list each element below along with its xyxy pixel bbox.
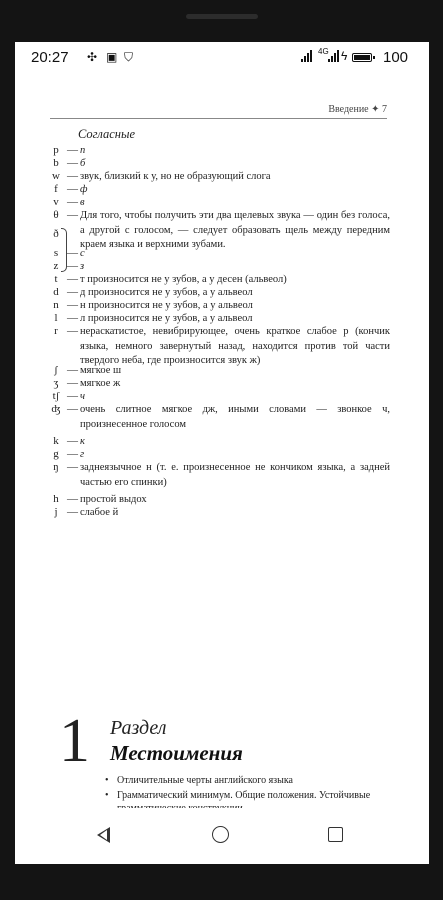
dash-separator: — <box>67 364 78 376</box>
dash-separator: — <box>67 312 78 324</box>
phonetic-symbol: s <box>53 247 59 259</box>
network-type: 4G <box>318 47 329 56</box>
dash-separator: — <box>67 403 78 415</box>
chapter-title: Местоимения <box>110 741 243 765</box>
shield-icon: ⛉ <box>124 50 134 64</box>
phonetic-symbol: j <box>54 506 58 518</box>
consonant-description: звук, близкий к у, но не образующий слога <box>80 171 271 182</box>
image-icon: ▣ <box>106 50 118 64</box>
phonetic-symbol: v <box>53 196 59 208</box>
consonant-description: т произносится не у зубов, а у десен (альвеол) <box>80 274 287 285</box>
status-time: 20:27 <box>31 49 69 66</box>
dash-separator: — <box>67 286 78 298</box>
consonant-description: з <box>80 261 85 272</box>
phonetic-symbol: b <box>53 157 59 169</box>
phonetic-symbol: w <box>52 170 60 182</box>
dash-separator: — <box>67 435 78 447</box>
home-icon[interactable] <box>212 826 229 843</box>
consonant-description: в <box>80 197 85 208</box>
running-head: Введение ✦ 7 <box>328 104 387 115</box>
consonant-description: ч <box>80 391 86 402</box>
phonetic-symbol: tʃ <box>52 390 60 402</box>
consonant-description: н произносится не у зубов, а у альвеол <box>80 300 253 311</box>
consonant-description: заднеязычное н (т. е. произнесенное не кончиком языка, а задней частью его спинки) <box>80 462 390 488</box>
consonant-description: г <box>80 449 85 460</box>
navigation-bar <box>15 808 429 864</box>
dash-separator: — <box>67 299 78 311</box>
dash-separator: — <box>67 170 78 182</box>
dash-separator: — <box>67 260 78 272</box>
phonetic-symbol: r <box>54 325 58 337</box>
consonant-list <box>15 42 429 642</box>
dash-separator: — <box>67 183 78 195</box>
phonetic-symbol: f <box>54 183 58 195</box>
phonetic-symbol: k <box>53 435 59 447</box>
phonetic-symbol: θ <box>53 209 59 221</box>
dash-separator: — <box>67 390 78 402</box>
consonant-description: Для того, чтобы получить эти два щелевых звука — один без голоса, а другой с голосом, — следует образовать щель между передним краем языка и верхними зубами. <box>80 210 390 250</box>
phonetic-symbol: ʒ <box>53 377 59 389</box>
bracket <box>61 228 67 272</box>
phonetic-symbol: ʃ <box>54 364 58 376</box>
chapter-number: 1 <box>59 707 90 775</box>
dash-separator: — <box>67 209 78 221</box>
dash-separator: — <box>67 461 78 473</box>
dash-separator: — <box>67 325 78 337</box>
dash-separator: — <box>67 448 78 460</box>
consonant-description: слабое й <box>80 507 119 518</box>
phonetic-symbol: ð <box>53 228 59 240</box>
speaker-grille <box>186 14 258 19</box>
charging-icon: ϟ <box>341 49 348 63</box>
section-subhead: Согласные <box>78 127 136 141</box>
dash-separator: — <box>67 144 78 156</box>
phonetic-symbol: p <box>53 144 59 156</box>
consonant-description: ф <box>80 184 88 195</box>
dash-separator: — <box>67 157 78 169</box>
consonant-description: п <box>80 145 86 156</box>
phonetic-symbol: ʤ <box>51 403 61 415</box>
battery-percent: 100 <box>383 49 409 66</box>
phonetic-symbol: h <box>53 493 59 505</box>
phonetic-symbol: t <box>54 273 58 285</box>
phonetic-symbol: l <box>54 312 58 324</box>
chapter-bullet: • Грамматический минимум. Общие положения. Устойчивые <box>105 789 390 815</box>
consonant-description: нераскатистое, невибрирующее, очень краткое слабое р (кончик языка, немного завернутый назад, находится против той части твердого неба, где произносится звук ж) <box>80 326 390 366</box>
consonant-description: с <box>80 248 85 259</box>
consonant-description: б <box>80 158 86 169</box>
consonant-description: мягкое ж <box>80 378 121 389</box>
dash-separator: — <box>67 506 78 518</box>
phonetic-symbol: z <box>53 260 59 272</box>
chapter-bullet: • Отличительные черты английского языка <box>105 774 390 787</box>
fan-icon: ✣ <box>87 50 98 64</box>
screen <box>15 42 429 864</box>
consonant-description: простой выдох <box>80 494 147 505</box>
consonant-description: к <box>80 436 85 447</box>
phonetic-symbol: g <box>53 448 59 460</box>
consonant-description: д произносится не у зубов, а у альвеол <box>80 287 253 298</box>
consonant-description: очень слитное мягкое дж, иными словами — звонкое ч, произнесенное голосом <box>80 404 390 430</box>
recents-icon[interactable] <box>328 827 343 842</box>
dash-separator: — <box>67 247 78 259</box>
phonetic-symbol: d <box>53 286 59 298</box>
back-icon[interactable] <box>97 827 110 843</box>
consonant-description: л произносится не у зубов, а у альвеол <box>80 313 253 324</box>
phonetic-symbol: n <box>53 299 59 311</box>
chapter-label: Раздел <box>110 717 167 739</box>
phonetic-symbol: ŋ <box>53 461 59 473</box>
dash-separator: — <box>67 377 78 389</box>
dash-separator: — <box>67 273 78 285</box>
dash-separator: — <box>67 196 78 208</box>
dash-separator: — <box>67 493 78 505</box>
consonant-description: мягкое ш <box>80 365 122 376</box>
